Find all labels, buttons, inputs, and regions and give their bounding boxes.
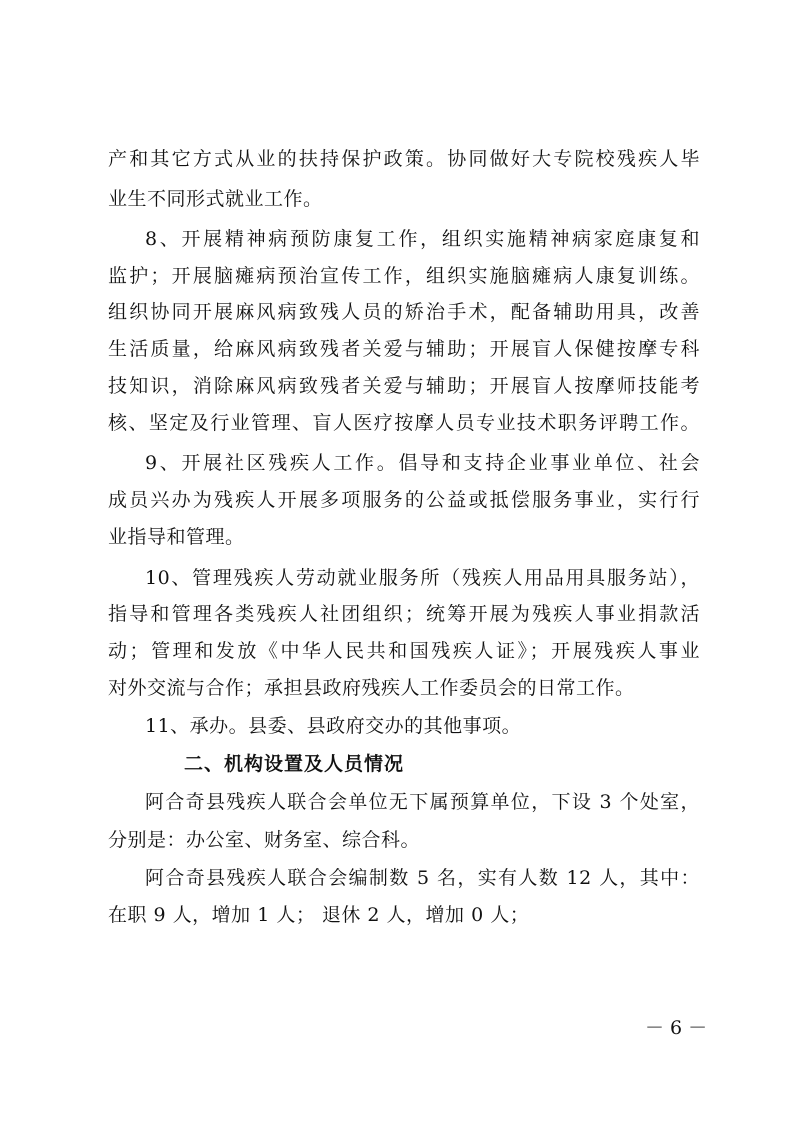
body-line: 阿合奇县残疾人联合会编制数 5 名，实有人数 12 人，其中： — [145, 867, 700, 889]
body-line: 11、承办。县委、县政府交办的其他事项。 — [145, 715, 522, 737]
body-line: 分别是：办公室、财务室、综合科。 — [108, 829, 421, 851]
body-line: 阿合奇县残疾人联合会单位无下属预算单位，下设 3 个处室， — [145, 791, 700, 813]
body-line: 在职 9 人，增加 1 人； 退休 2 人，增加 0 人； — [108, 904, 530, 926]
body-line: 9、开展社区残疾人工作。倡导和支持企业事业单位、社会 — [145, 452, 700, 474]
body-line: 组织协同开展麻风病致残人员的矫治手术，配备辅助用具，改善 — [108, 301, 700, 323]
body-line: 监护；开展脑瘫病预治宣传工作，组织实施脑瘫病人康复训练。 — [108, 265, 700, 287]
body-line: 业指导和管理。 — [108, 526, 245, 548]
body-line: 业生不同形式就业工作。 — [108, 188, 323, 210]
body-line: 对外交流与合作；承担县政府残疾人工作委员会的日常工作。 — [108, 677, 635, 699]
body-line: 成员兴办为残疾人开展多项服务的公益或抵偿服务事业，实行行 — [108, 489, 700, 511]
page-number: － 6 － — [645, 1017, 708, 1039]
body-line: 产和其它方式从业的扶持保护政策。协同做好大专院校残疾人毕 — [108, 148, 700, 170]
body-line: 生活质量，给麻风病致残者关爱与辅助；开展盲人保健按摩专科 — [108, 338, 700, 360]
body-line: 动；管理和发放《中华人民共和国残疾人证》；开展残疾人事业 — [108, 640, 700, 662]
body-line: 核、坚定及行业管理、盲人医疗按摩人员专业技术职务评聘工作。 — [108, 412, 700, 434]
body-line: 10、管理残疾人劳动就业服务所（残疾人用品用具服务站）， — [145, 567, 700, 589]
section-heading: 二、机构设置及人员情况 — [184, 753, 405, 775]
body-line: 8、开展精神病预防康复工作，组织实施精神病家庭康复和 — [145, 228, 700, 250]
body-line: 技知识，消除麻风病致残者关爱与辅助；开展盲人按摩师技能考 — [108, 375, 700, 397]
body-line: 指导和管理各类残疾人社团组织；统筹开展为残疾人事业捐款活 — [108, 603, 700, 625]
